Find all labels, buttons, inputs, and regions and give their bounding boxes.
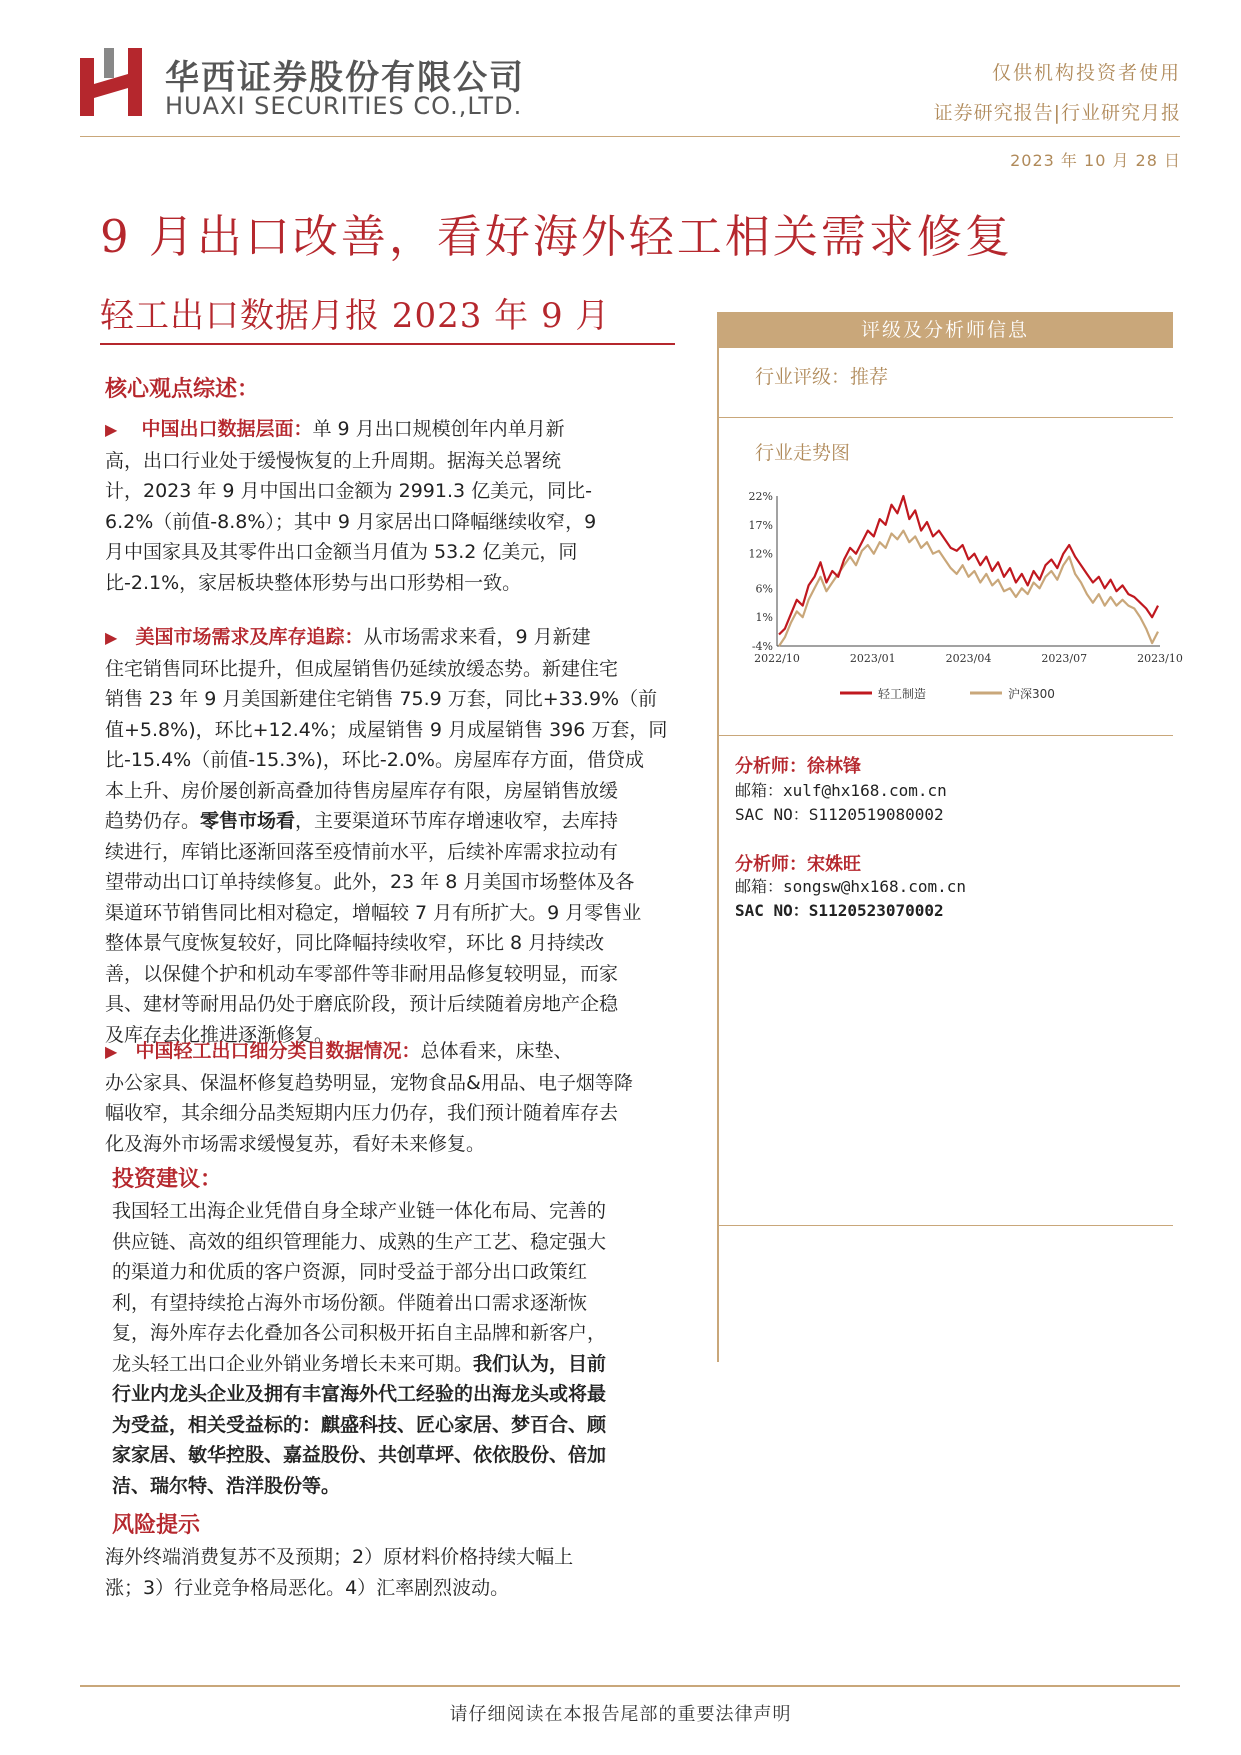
legend-label: 沪深300 [1008, 687, 1055, 701]
report-date: 2023 年 10 月 28 日 [1010, 151, 1181, 170]
core-paragraph-2: ▶ 美国市场需求及库存追踪：从市场需求来看，9 月新建 住宅销售同环比提升，但成屋销售仍延续放缓态势。新建住宅 销售 23 年 9 月美国新建住宅销售 75.9 万套，同比+33.9%（前 值+5.8%)，环比+12.4%；成屋销售 9 月成屋销售 396 万套，同 比-15.4%（前值-15.3%)，环比-2.0%。房屋库存方面，借贷成 本上升、房价屡创新高叠加待售房屋库存有限，房屋销售放缓 趋势仍存。零售市场看，主要渠道环节库存增速收窄，去库持 续进行，库销比逐渐回落至疫情前水平，后续补库需求拉动有 望带动出口订单持续修复。此外，23 年 8 月美国市场整体及各 渠道环节销售同比相对稳定，增幅较 7 月有所扩大。9 月零售业 整体景气度恢复较好，同比降幅持续收窄，环比 8 月持续改 善，以保健个护和机动车零部件等非耐用品修复较明显，而家 具、建材等耐用品仍处于磨底阶段，预计后续随着房地产企稳 及库存去化推进逐渐修复。 [105, 626, 668, 1046]
industry-rating: 行业评级：推荐 [755, 366, 889, 388]
x-axis-labels [754, 652, 1183, 665]
p1-lead: 中国出口数据层面： [141, 418, 313, 440]
p2-lead: 美国市场需求及库存追踪： [135, 626, 364, 648]
invest-heading: 投资建议： [112, 1166, 223, 1192]
y-axis-labels [749, 490, 773, 653]
y-tick-label: 1% [755, 611, 773, 625]
trend-chart-label: 行业走势图 [755, 442, 851, 464]
company-name-en: HUAXI SECURITIES CO.,LTD. [165, 92, 523, 120]
series-line [779, 531, 1158, 646]
p3-lead: 中国轻工出口细分类目数据情况： [135, 1040, 421, 1062]
y-tick-label: 22% [748, 490, 773, 503]
analyst-2-email[interactable]: 邮箱：songsw@hx168.com.cn [735, 877, 967, 896]
report-type: 证券研究报告|行业研究月报 [933, 102, 1181, 124]
y-tick-label: 17% [748, 518, 773, 532]
risk-heading: 风险提示 [112, 1512, 201, 1538]
analyst-1-name: 分析师：徐林锋 [735, 756, 861, 777]
series-group [779, 496, 1158, 646]
panel-divider [719, 417, 1173, 418]
subtitle-divider [100, 343, 675, 345]
y-tick-label: 12% [748, 547, 773, 561]
company-name-cn: 华西证券股份有限公司 [165, 58, 525, 98]
report-subtitle: 轻工出口数据月报 2023 年 9 月 [100, 296, 611, 336]
analyst-1-email[interactable]: 邮箱：xulf@hx168.com.cn [735, 781, 947, 800]
chart-legend [840, 686, 1055, 701]
huaxi-logo-icon [80, 48, 142, 116]
analyst-1-sac: SAC NO：S1120519080002 [735, 805, 944, 824]
invest-paragraph: 我国轻工出海企业凭借自身全球产业链一体化布局、完善的 供应链、高效的组织管理能力、成熟的生产工艺、稳定强大 的渠道力和优质的客户资源，同时受益于部分出口政策红 利，有望持续抢占海外市场份额。伴随着出口需求逐渐恢 复，海外库存去化叠加各公司积极开拓自主品牌和新客户， 龙头轻工出口企业外销业务增长未来可期。我们认为，目前 行业内龙头企业及拥有丰富海外代工经验的出海龙头或将最 为受益，相关受益标的：麒盛科技、匠心家居、梦百合、顾 家家居、敏华控股、嘉益股份、共创草坪、依依股份、倍加 洁、瑞尔特、浩洋股份等。 [112, 1200, 607, 1497]
rating-panel-border [717, 312, 719, 1362]
x-tick-label: 2023/07 [1041, 652, 1088, 665]
trend-chart [735, 480, 1183, 710]
legal-notice: 请仔细阅读在本报告尾部的重要法律声明 [449, 1704, 792, 1725]
analyst-2-sac: SAC NO：S1120523070002 [735, 901, 944, 920]
y-tick-label: -4% [751, 640, 773, 653]
legend-label: 轻工制造 [878, 687, 927, 701]
panel-divider [719, 735, 1173, 736]
series-line [779, 496, 1158, 635]
core-paragraph-3: ▶ 中国轻工出口细分类目数据情况：总体看来，床垫、 办公家具、保温杯修复趋势明显，宠物食品&用品、电子烟等降 幅收窄，其余细分品类短期内压力仍存，我们预计随着库存去 化及海外市场需求缓慢复苏，看好未来修复。 [105, 1040, 633, 1155]
footer-divider [80, 1685, 1180, 1687]
bullet-icon: ▶ [105, 1042, 118, 1061]
y-tick-label: 6% [755, 582, 773, 596]
rating-panel-title: 评级及分析师信息 [717, 312, 1173, 348]
x-tick-label: 2023/10 [1137, 652, 1183, 665]
x-tick-label: 2022/10 [754, 652, 800, 665]
x-tick-label: 2023/01 [849, 652, 896, 665]
analyst-2-name: 分析师：宋姝旺 [735, 854, 861, 875]
panel-divider [719, 1225, 1173, 1226]
core-heading: 核心观点综述： [105, 376, 260, 402]
core-paragraph-1: ▶ 中国出口数据层面：单 9 月出口规模创年内单月新 高，出口行业处于缓慢恢复的上升周期。据海关总署统 计，2023 年 9 月中国出口金额为 2991.3 亿美元，同比- 6.2%（前值-8.8%）；其中 9 月家居出口降幅继续收窄，9 月中国家具及其零件出口金额当月值为 53.2 亿美元，同 比-2.1%，家居板块整体形势与出口形势相一致。 [105, 418, 597, 594]
usage-notice: 仅供机构投资者使用 [991, 62, 1181, 84]
bullet-icon: ▶ [105, 420, 118, 439]
bullet-icon: ▶ [105, 628, 118, 647]
header-divider [80, 136, 1180, 137]
x-tick-label: 2023/04 [945, 652, 992, 665]
report-title: 9 月出口改善，看好海外轻工相关需求修复 [100, 210, 1013, 263]
risk-paragraph: 海外终端消费复苏不及预期；2）原材料价格持续大幅上 涨；3）行业竞争格局恶化。4）汇率剧烈波动。 [105, 1546, 574, 1599]
